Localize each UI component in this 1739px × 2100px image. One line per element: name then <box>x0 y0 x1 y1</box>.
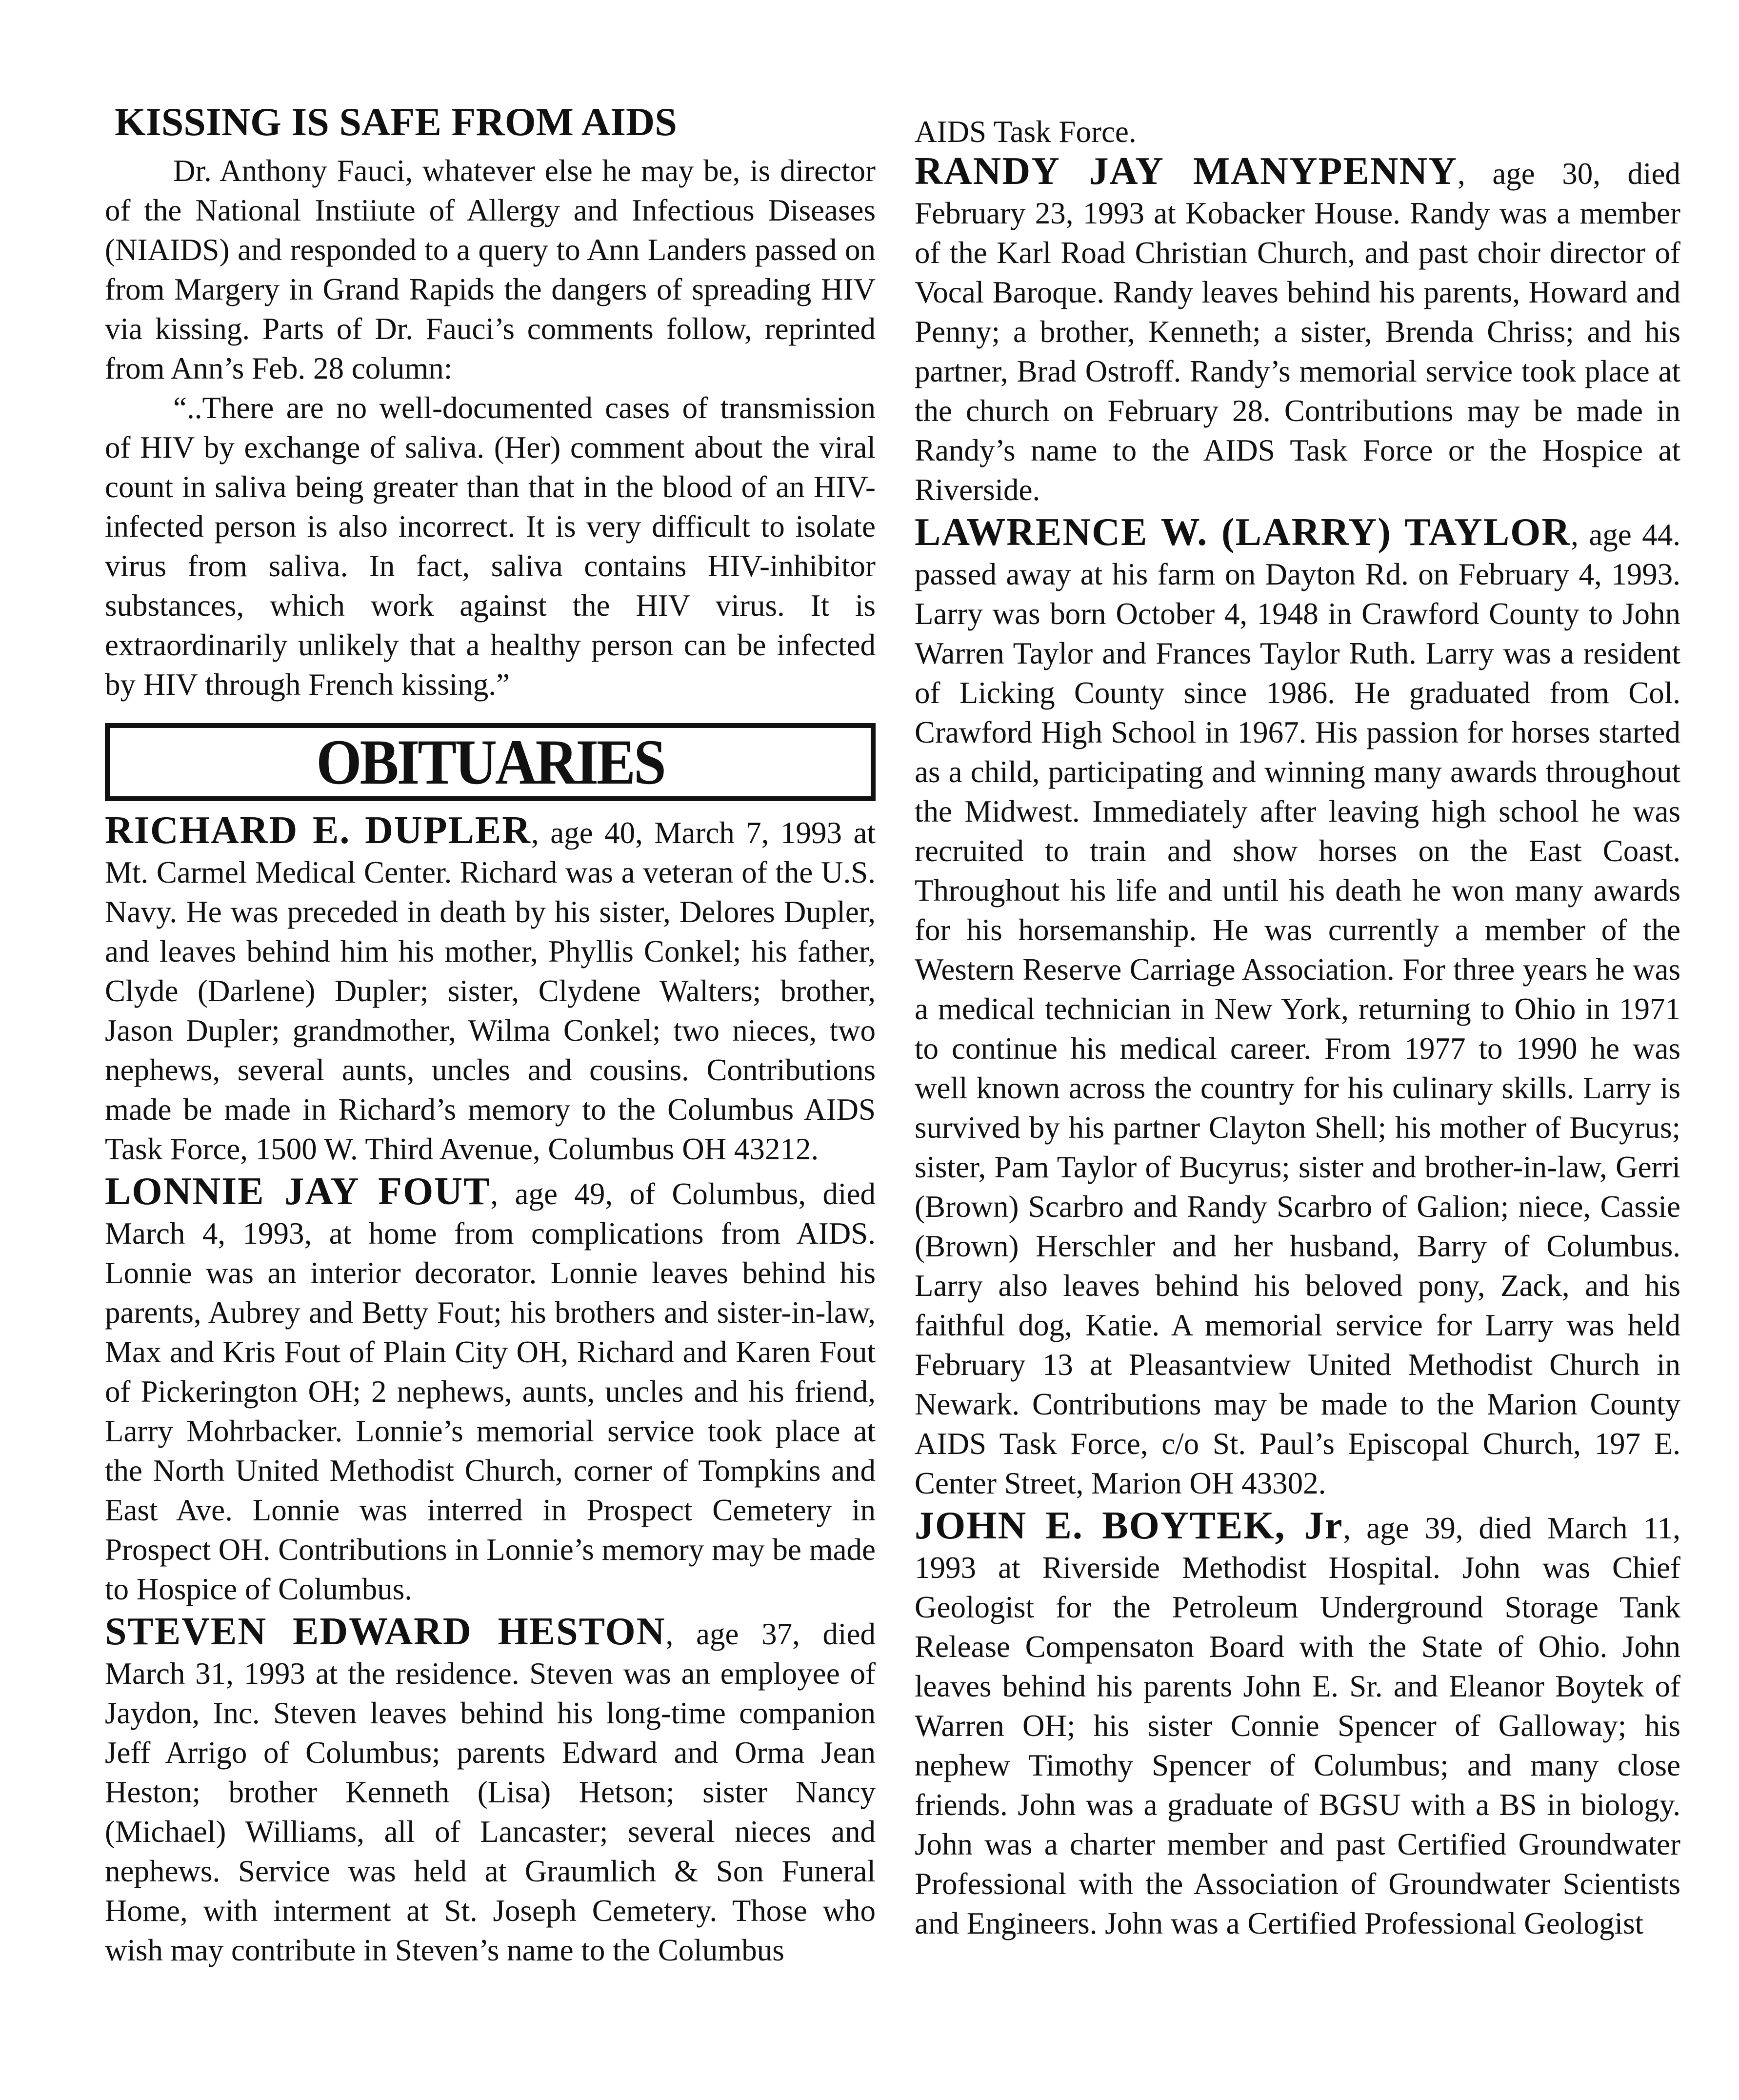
obituaries-title: OBITUARIES <box>316 726 664 798</box>
obituaries-section-header <box>105 723 876 801</box>
obituary-text: , age 49, of Columbus, died March 4, 1993, at home from complications from AIDS. Lonnie was an interior decorator. Lonnie leaves behind his parents, Aubrey and Betty Fout; his brothers and sister-in-law, Max and Kris Fout of Plain City OH, Richard and Karen Fout of Pickerington OH; 2 nephews, aunts, uncles and his friend, Larry Mohrbacker. Lonnie’s memorial service took place at the North United Methodist Church, corner of Tompkins and East Ave. Lonnie was interred in Prospect Cemetery in Prospect OH. Contributions in Lonnie’s memory may be made to Hospice of Columbus. <box>105 1177 876 1606</box>
obituary-entry <box>915 513 1680 1503</box>
obituary-entry <box>105 1612 876 1970</box>
obituary-name: JOHN E. BOYTEK, Jr <box>915 1504 1343 1547</box>
obituary-name: RICHARD E. DUPLER <box>105 809 531 852</box>
obituary-text: , age 44. passed away at his farm on Dayton Rd. on February 4, 1993. Larry was born October 4, 1948 in Crawford County to John Warren Taylor and Frances Taylor Ruth. Larry was a resident of Licking County since 1986. He graduated from Col. Crawford High School in 1967. His passion for horses started as a child, participating and winning many awards throughout the Midwest. Immediately after leaving high school he was recruited to train and show horses on the East Coast. Throughout his life and until his death he won many awards for his horsemanship. He was currently a member of the Western Reserve Carriage Association. For three years he was a medical technician in New York, returning to Ohio in 1971 to continue his medical career. From 1977 to 1990 he was well known across the country for his culinary skills. Larry is survived by his partner Clayton Shell; his mother of Bucyrus; sister, Pam Taylor of Bucyrus; sister and brother-in-law, Gerri (Brown) Scarbro and Randy Scarbro of Galion; niece, Cassie (Brown) Herschler and her husband, Barry of Columbus. Larry also leaves behind his beloved pony, Zack, and his faithful dog, Katie. A memorial service for Larry was held February 13 at Pleasantview United Methodist Church in Newark. Contributions may be made to the Marion County AIDS Task Force, c/o St. Paul’s Episcopal Church, 197 E. Center Street, Marion OH 43302. <box>915 518 1680 1500</box>
obituary-name: STEVEN EDWARD HESTON <box>105 1610 666 1653</box>
obituary-text: , age 40, March 7, 1993 at Mt. Carmel Medical Center. Richard was a veteran of the U.S. Navy. He was preceded in death by his sister, Delores Dupler, and leaves behind him his mother, Phyllis Conkel; his father, Clyde (Darlene) Dupler; sister, Clydene Walters; brother, Jason Dupler; grandmother, Wilma Conkel; two nieces, two nephews, several aunts, uncles and cousins. Contributions made be made in Richard’s memory to the Columbus AIDS Task Force, 1500 W. Third Avenue, Columbus OH 43212. <box>105 816 876 1166</box>
article-paragraph: Dr. Anthony Fauci, whatever else he may be, is director of the National Instiiute of Allergy and Infectious Diseases (NIAIDS) and responded to a query to Ann Landers passed on from Margery in Grand Rapids the dangers of spreading HIV via kissing. Parts of Dr. Fauci’s comments follow, reprinted from Ann’s Feb. 28 column: <box>105 154 876 385</box>
obituary-entry <box>105 811 876 1169</box>
continuation-text: AIDS Task Force. <box>915 115 1137 149</box>
article-headline: KISSING IS SAFE FROM AIDS <box>115 100 677 144</box>
obituary-name: RANDY JAY MANYPENNY <box>915 150 1458 193</box>
obituary-name: LAWRENCE W. (LARRY) TAYLOR <box>915 511 1571 554</box>
obituary-name: LONNIE JAY FOUT <box>105 1170 491 1213</box>
right-column <box>915 112 1680 1946</box>
obituary-entry <box>915 152 1680 510</box>
obituary-entry <box>915 1506 1680 1943</box>
obituary-text: , age 37, died March 31, 1993 at the residence. Steven was an employee of Jaydon, Inc. Steven leaves behind his long-time companion Jeff Arrigo of Columbus; parents Edward and Orma Jean Heston; brother Kenneth (Lisa) Hetson; sister Nancy (Michael) Williams, all of Lancaster; several nieces and nephews. Service was held at Graumlich & Son Funeral Home, with interment at St. Joseph Cemetery. Those who wish may contribute in Steven’s name to the Columbus <box>105 1617 876 1967</box>
obituary-text: , age 39, died March 11, 1993 at Riverside Methodist Hospital. John was Chief Geologist for the Petroleum Underground Storage Tank Release Compensaton Board with the State of Ohio. John leaves behind his parents John E. Sr. and Eleanor Boytek of Warren OH; his sister Connie Spencer of Galloway; his nephew Timothy Spencer of Columbus; and many close friends. John was a graduate of BGSU with a BS in biology. John was a charter member and past Certified Groundwater Professional with the Association of Groundwater Scientists and Engineers. John was a Certified Professional Geologist <box>915 1511 1680 1940</box>
left-column <box>105 98 876 1973</box>
article-quote: “..There are no well-documented cases of transmission of HIV by exchange of saliva. (Her) comment about the viral count in saliva being greater than that in the blood of an HIV-infected person is also incorrect. It is very difficult to isolate virus from saliva. In fact, saliva contains HIV-inhibitor substances, which work against the HIV virus. It is extraordinarily unlikely that a healthy person can be infected by HIV through French kissing.” <box>105 391 876 702</box>
obituary-entry <box>105 1172 876 1609</box>
obituary-text: , age 30, died February 23, 1993 at Kobacker House. Randy was a member of the Karl Road Christian Church, and past choir director of Vocal Baroque. Randy leaves behind his parents, Howard and Penny; a brother, Kenneth; a sister, Brenda Chriss; and his partner, Brad Ostroff. Randy’s memorial service took place at the church on February 28. Contributions may be made in Randy’s name to the AIDS Task Force or the Hospice at Riverside. <box>915 157 1680 507</box>
